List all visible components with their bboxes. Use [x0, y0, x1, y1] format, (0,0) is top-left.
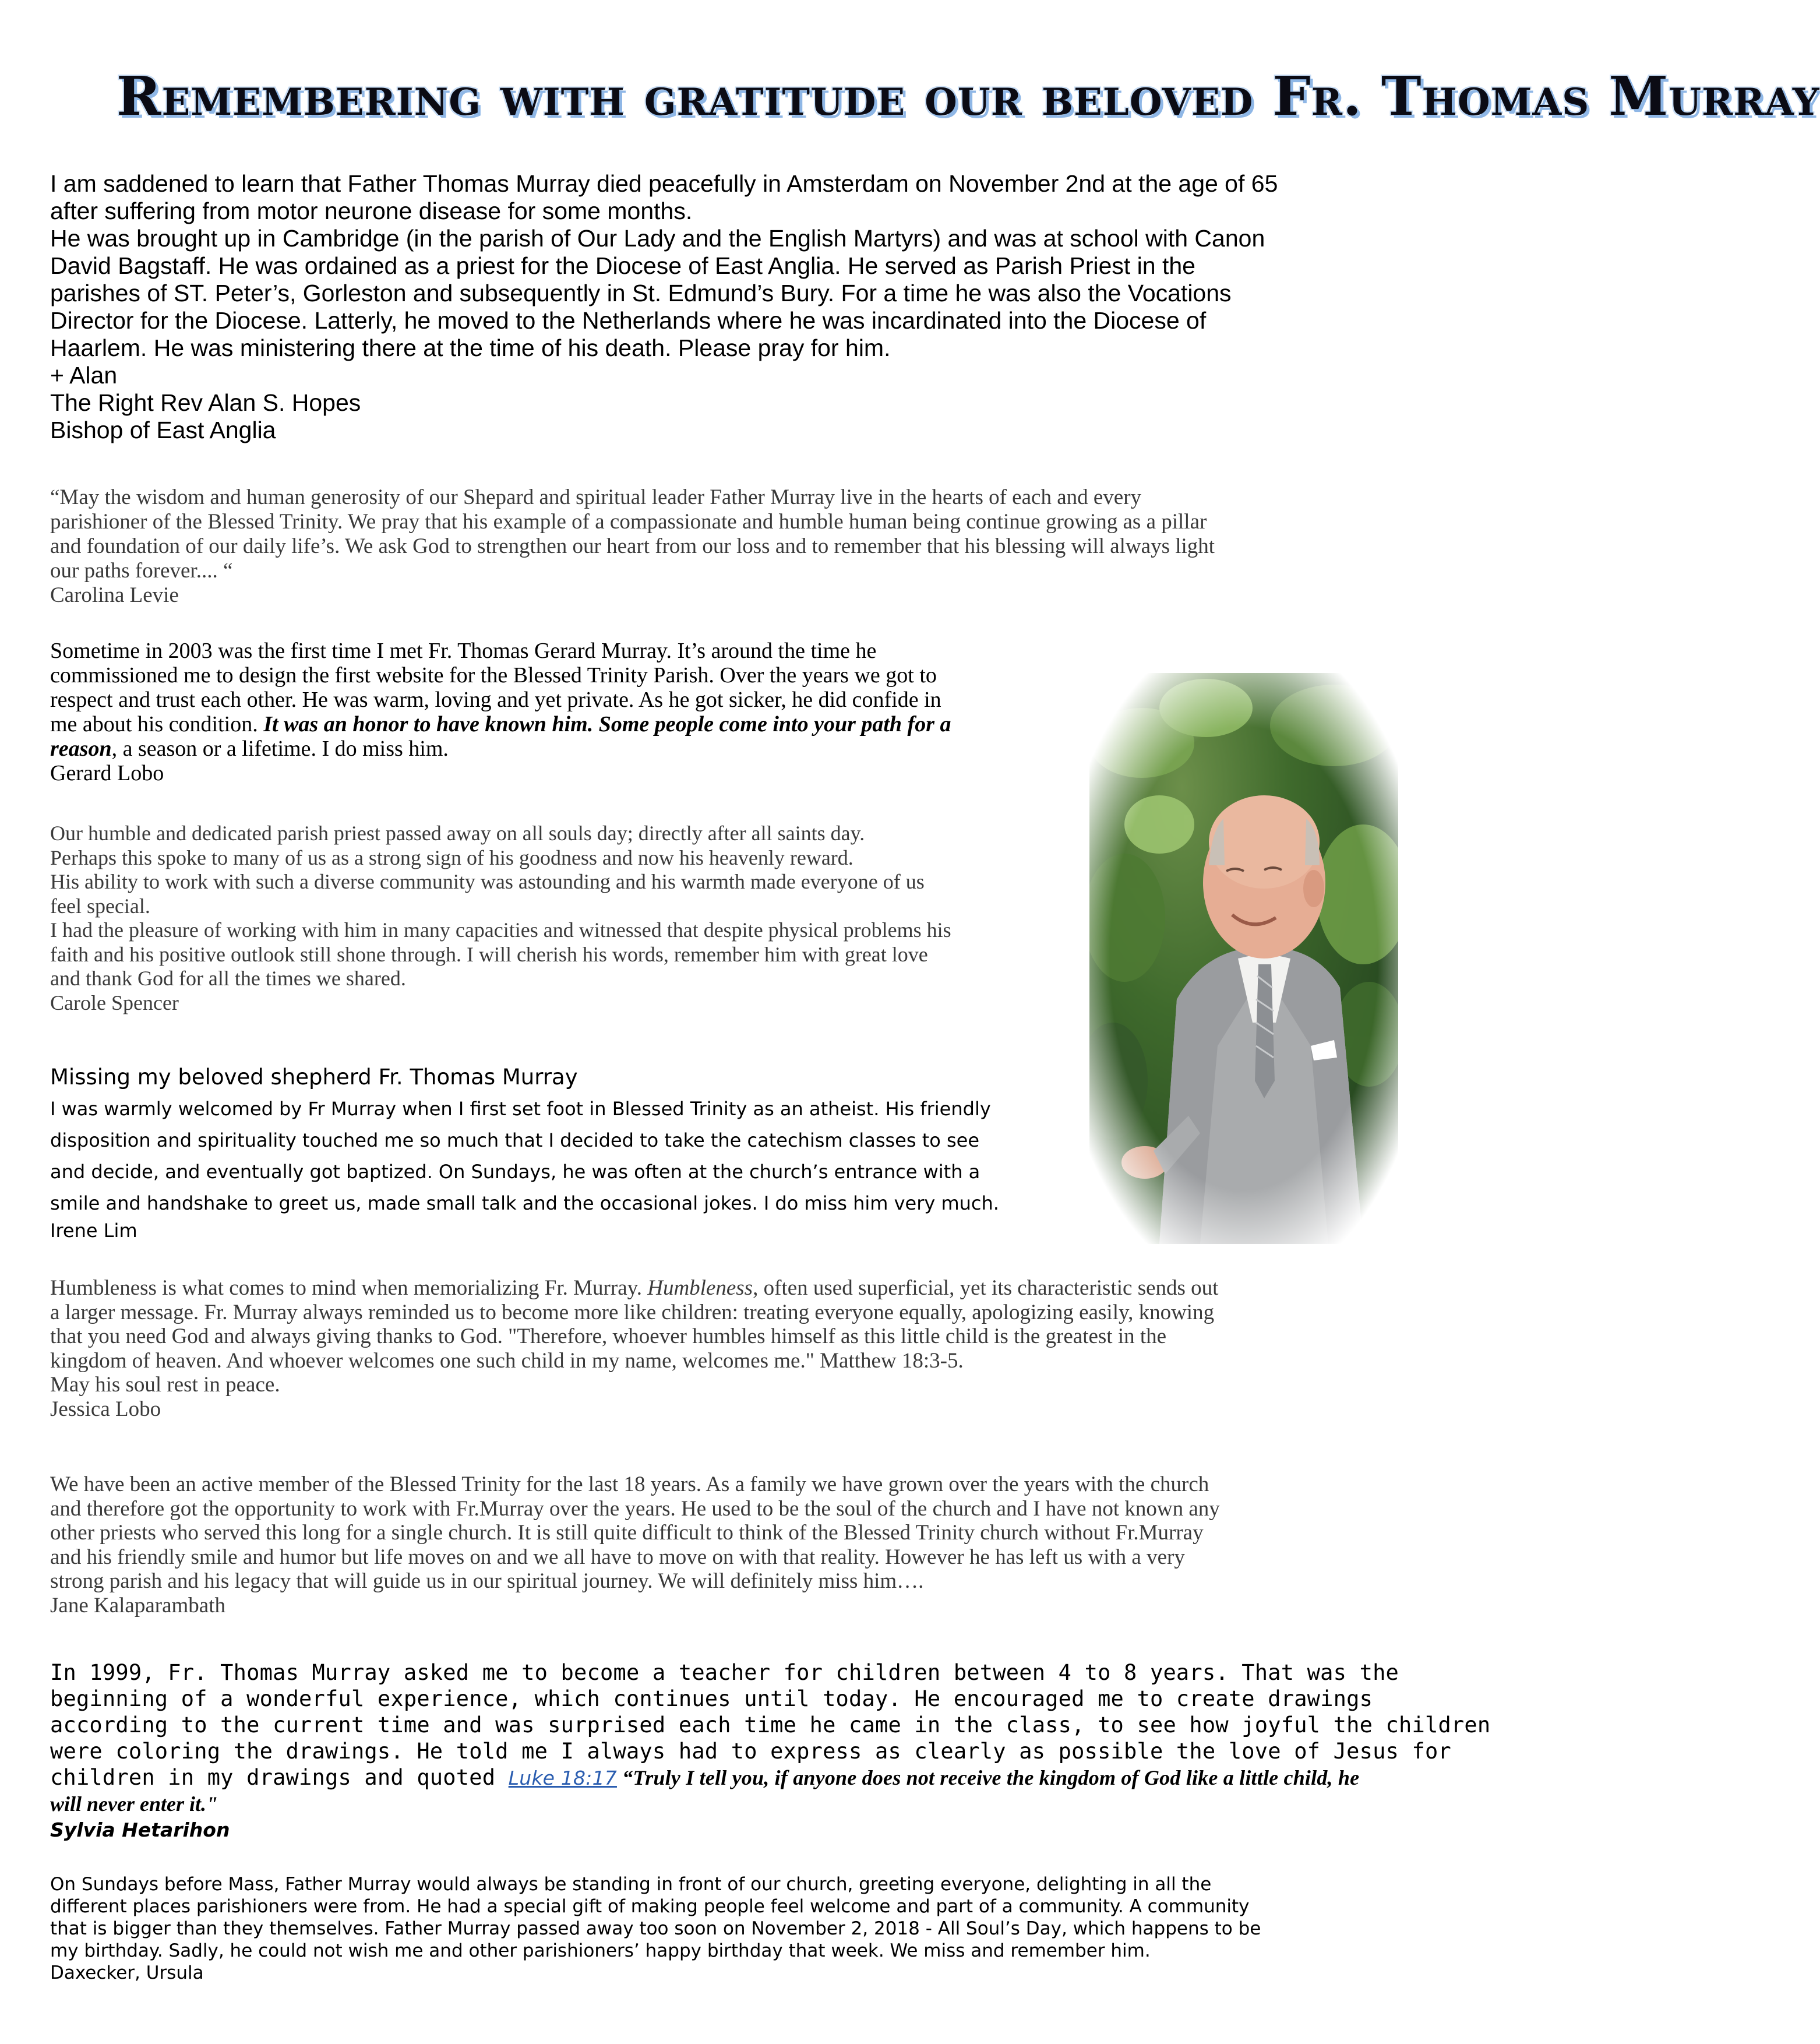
tribute-line: a larger message. Fr. Murray always reminded us to become more like children: treating everyone equally, apologizing easily, knowing: [50, 1300, 1215, 1324]
tribute-line: Haarlem. He was ministering there at the time of his death. Please pray for him.: [50, 334, 891, 361]
tribute-author: Sylvia Hetarihon: [50, 1819, 230, 1841]
tribute-line: Our humble and dedicated parish priest passed away on all souls day; directly after all saints day.: [50, 822, 865, 845]
tribute-line: [50, 712, 1087, 736]
tribute-text: , a season or a lifetime. I do miss him.: [111, 736, 449, 761]
tribute-line: feel special.: [50, 894, 150, 918]
tribute-line: that is bigger than they themselves. Father Murray passed away too soon on November 2, 2018 - All Soul’s Day, which happens to be: [50, 1918, 1261, 1939]
tribute-author: Jessica Lobo: [50, 1397, 161, 1421]
tribute-emphasis: It was an honor to have known him. Some people come into your path for a: [263, 712, 951, 736]
tribute-line: kingdom of heaven. And whoever welcomes one such child in my name, welcomes me." Matthew 18:3-5.: [50, 1348, 964, 1373]
tribute-text: , often used superficial, yet its characteristic sends out: [753, 1276, 1219, 1300]
tribute-jessica: [50, 1276, 1402, 1421]
tribute-heading: Missing my beloved shepherd Fr. Thomas Murray: [50, 1065, 578, 1090]
tribute-text: me about his condition.: [50, 712, 264, 736]
tribute-line: and thank God for all the times we shared.: [50, 967, 406, 990]
scripture-quote: will never enter it.": [50, 1792, 218, 1816]
tribute-ursula: [50, 1873, 1402, 1984]
tribute-line: I had the pleasure of working with him in many capacities and witnessed that despite physical problems his: [50, 918, 951, 942]
signature-line: + Alan: [50, 362, 118, 389]
tribute-line: [50, 736, 1087, 761]
tribute-line: my birthday. Sadly, he could not wish me and other parishioners’ happy birthday that week. We miss and remember him.: [50, 1940, 1151, 1961]
tribute-line: Director for the Diocese. Latterly, he moved to the Netherlands where he was incardinated into the Diocese of: [50, 307, 1207, 334]
tribute-text: children in my drawings and quoted: [50, 1765, 509, 1790]
tribute-line: parishioner of the Blessed Trinity. We pray that his example of a compassionate and humble human being continue growing as a pillar: [50, 510, 1207, 534]
tribute-line: parishes of ST. Peter’s, Gorleston and subsequently in St. Edmund’s Bury. For a time he was also the Vocations: [50, 280, 1232, 306]
tribute-sylvia: [50, 1659, 1491, 1844]
tribute-line: [50, 1276, 1402, 1301]
signature-line: Bishop of East Anglia: [50, 417, 276, 443]
tribute-text: Humbleness is what comes to mind when memorializing Fr. Murray.: [50, 1276, 648, 1300]
tribute-line: Sometime in 2003 was the first time I met Fr. Thomas Gerard Murray. It’s around the time he: [50, 639, 877, 663]
tribute-line: [50, 1764, 1408, 1791]
tribute-author: Irene Lim: [50, 1220, 137, 1242]
tribute-line: and therefore got the opportunity to work with Fr.Murray over the years. He used to be the soul of the church and I have not known any: [50, 1496, 1220, 1521]
tribute-line: commissioned me to design the first website for the Blessed Trinity Parish. Over the years we got to: [50, 663, 937, 688]
tribute-line: “May the wisdom and human generosity of our Shepard and spiritual leader Father Murray live in the hearts of each and every: [50, 485, 1142, 509]
tribute-line: our paths forever.... “: [50, 559, 233, 583]
tribute-author: Gerard Lobo: [50, 761, 164, 785]
tribute-line: He was brought up in Cambridge (in the parish of Our Lady and the English Martyrs) and was at school with Canon: [50, 225, 1265, 252]
tribute-line: and his friendly smile and humor but life moves on and we all have to move on with that reality. However he has left us with a very: [50, 1545, 1185, 1569]
tribute-line: strong parish and his legacy that will guide us in our spiritual journey. We will definitely miss him….: [50, 1569, 924, 1593]
tribute-line: faith and his positive outlook still shone through. I will cherish his words, remember him with great love: [50, 942, 928, 966]
tribute-line: smile and handshake to greet us, made small talk and the occasional jokes. I do miss him very much.: [50, 1192, 999, 1214]
tribute-author: Carole Spencer: [50, 991, 179, 1014]
tribute-line: other priests who served this long for a single church. It is still quite difficult to think of the Blessed Trinity church without Fr.Murray: [50, 1521, 1204, 1545]
signature-line: The Right Rev Alan S. Hopes: [50, 389, 361, 416]
tribute-line: and foundation of our daily life’s. We ask God to strengthen our heart from our loss and to remember that his blessing will always light: [50, 534, 1215, 558]
tribute-line: In 1999, Fr. Thomas Murray asked me to become a teacher for children between 4 to 8 years. That was the: [50, 1660, 1399, 1685]
scripture-quote: “Truly I tell you, if anyone does not receive the kingdom of God like a little child, he: [616, 1766, 1360, 1789]
tribute-carolina: [50, 485, 1402, 608]
scripture-link[interactable]: Luke 18:17: [508, 1767, 617, 1789]
tribute-line: according to the current time and was surprised each time he came in the class, to see how joyful the children: [50, 1712, 1491, 1738]
tribute-carole: [50, 822, 1087, 1015]
tribute-line: were coloring the drawings. He told me I always had to express as clearly as possible the love of Jesus for: [50, 1739, 1451, 1764]
tribute-line: His ability to work with such a diverse community was astounding and his warmth made everyone of us: [50, 870, 925, 893]
tribute-bishop: [50, 170, 1402, 444]
tribute-line: Perhaps this spoke to many of us as a strong sign of his goodness and now his heavenly reward.: [50, 845, 853, 869]
tribute-line: that you need God and always giving thanks to God. "Therefore, whoever humbles himself as this little child is the greatest in the: [50, 1324, 1167, 1348]
tribute-line: We have been an active member of the Blessed Trinity for the last 18 years. As a family we have grown over the years with the church: [50, 1472, 1209, 1496]
tribute-emphasis: Humbleness: [647, 1276, 753, 1300]
tribute-line: after suffering from motor neurone disease for some months.: [50, 198, 693, 224]
portrait-photo: [1089, 673, 1398, 1244]
tribute-gerard: [50, 639, 1087, 785]
tribute-line: May his soul rest in peace.: [50, 1373, 280, 1397]
tribute-line: I am saddened to learn that Father Thomas Murray died peacefully in Amsterdam on November 2nd at the age of 65: [50, 170, 1278, 197]
tribute-emphasis: reason: [50, 736, 112, 761]
tribute-line: disposition and spirituality touched me so much that I decided to take the catechism classes to see: [50, 1129, 980, 1151]
tribute-line: and decide, and eventually got baptized. On Sundays, he was often at the church’s entrance with a: [50, 1161, 980, 1183]
tribute-line: beginning of a wonderful experience, which continues until today. He encouraged me to create drawings: [50, 1686, 1373, 1711]
tribute-irene: [50, 1062, 1087, 1242]
tribute-author: Carolina Levie: [50, 583, 179, 607]
tribute-line: different places parishioners were from. He had a special gift of making people feel welcome and part of a community. A community: [50, 1896, 1250, 1917]
tribute-line: respect and trust each other. He was warm, loving and yet private. As he got sicker, he did confide in: [50, 688, 941, 712]
page-title: Remembering with gratitude our beloved Fr. Thomas Murray: [117, 65, 1820, 128]
tribute-author: Jane Kalaparambath: [50, 1593, 225, 1617]
tribute-line: I was warmly welcomed by Fr Murray when I first set foot in Blessed Trinity as an atheist. His friendly: [50, 1098, 991, 1120]
tribute-author: Daxecker, Ursula: [50, 1962, 204, 1983]
tribute-jane: [50, 1472, 1402, 1617]
tribute-line: On Sundays before Mass, Father Murray would always be standing in front of our church, greeting everyone, delighting in all the: [50, 1874, 1212, 1895]
tribute-line: David Bagstaff. He was ordained as a priest for the Diocese of East Anglia. He served as Parish Priest in the: [50, 252, 1195, 279]
